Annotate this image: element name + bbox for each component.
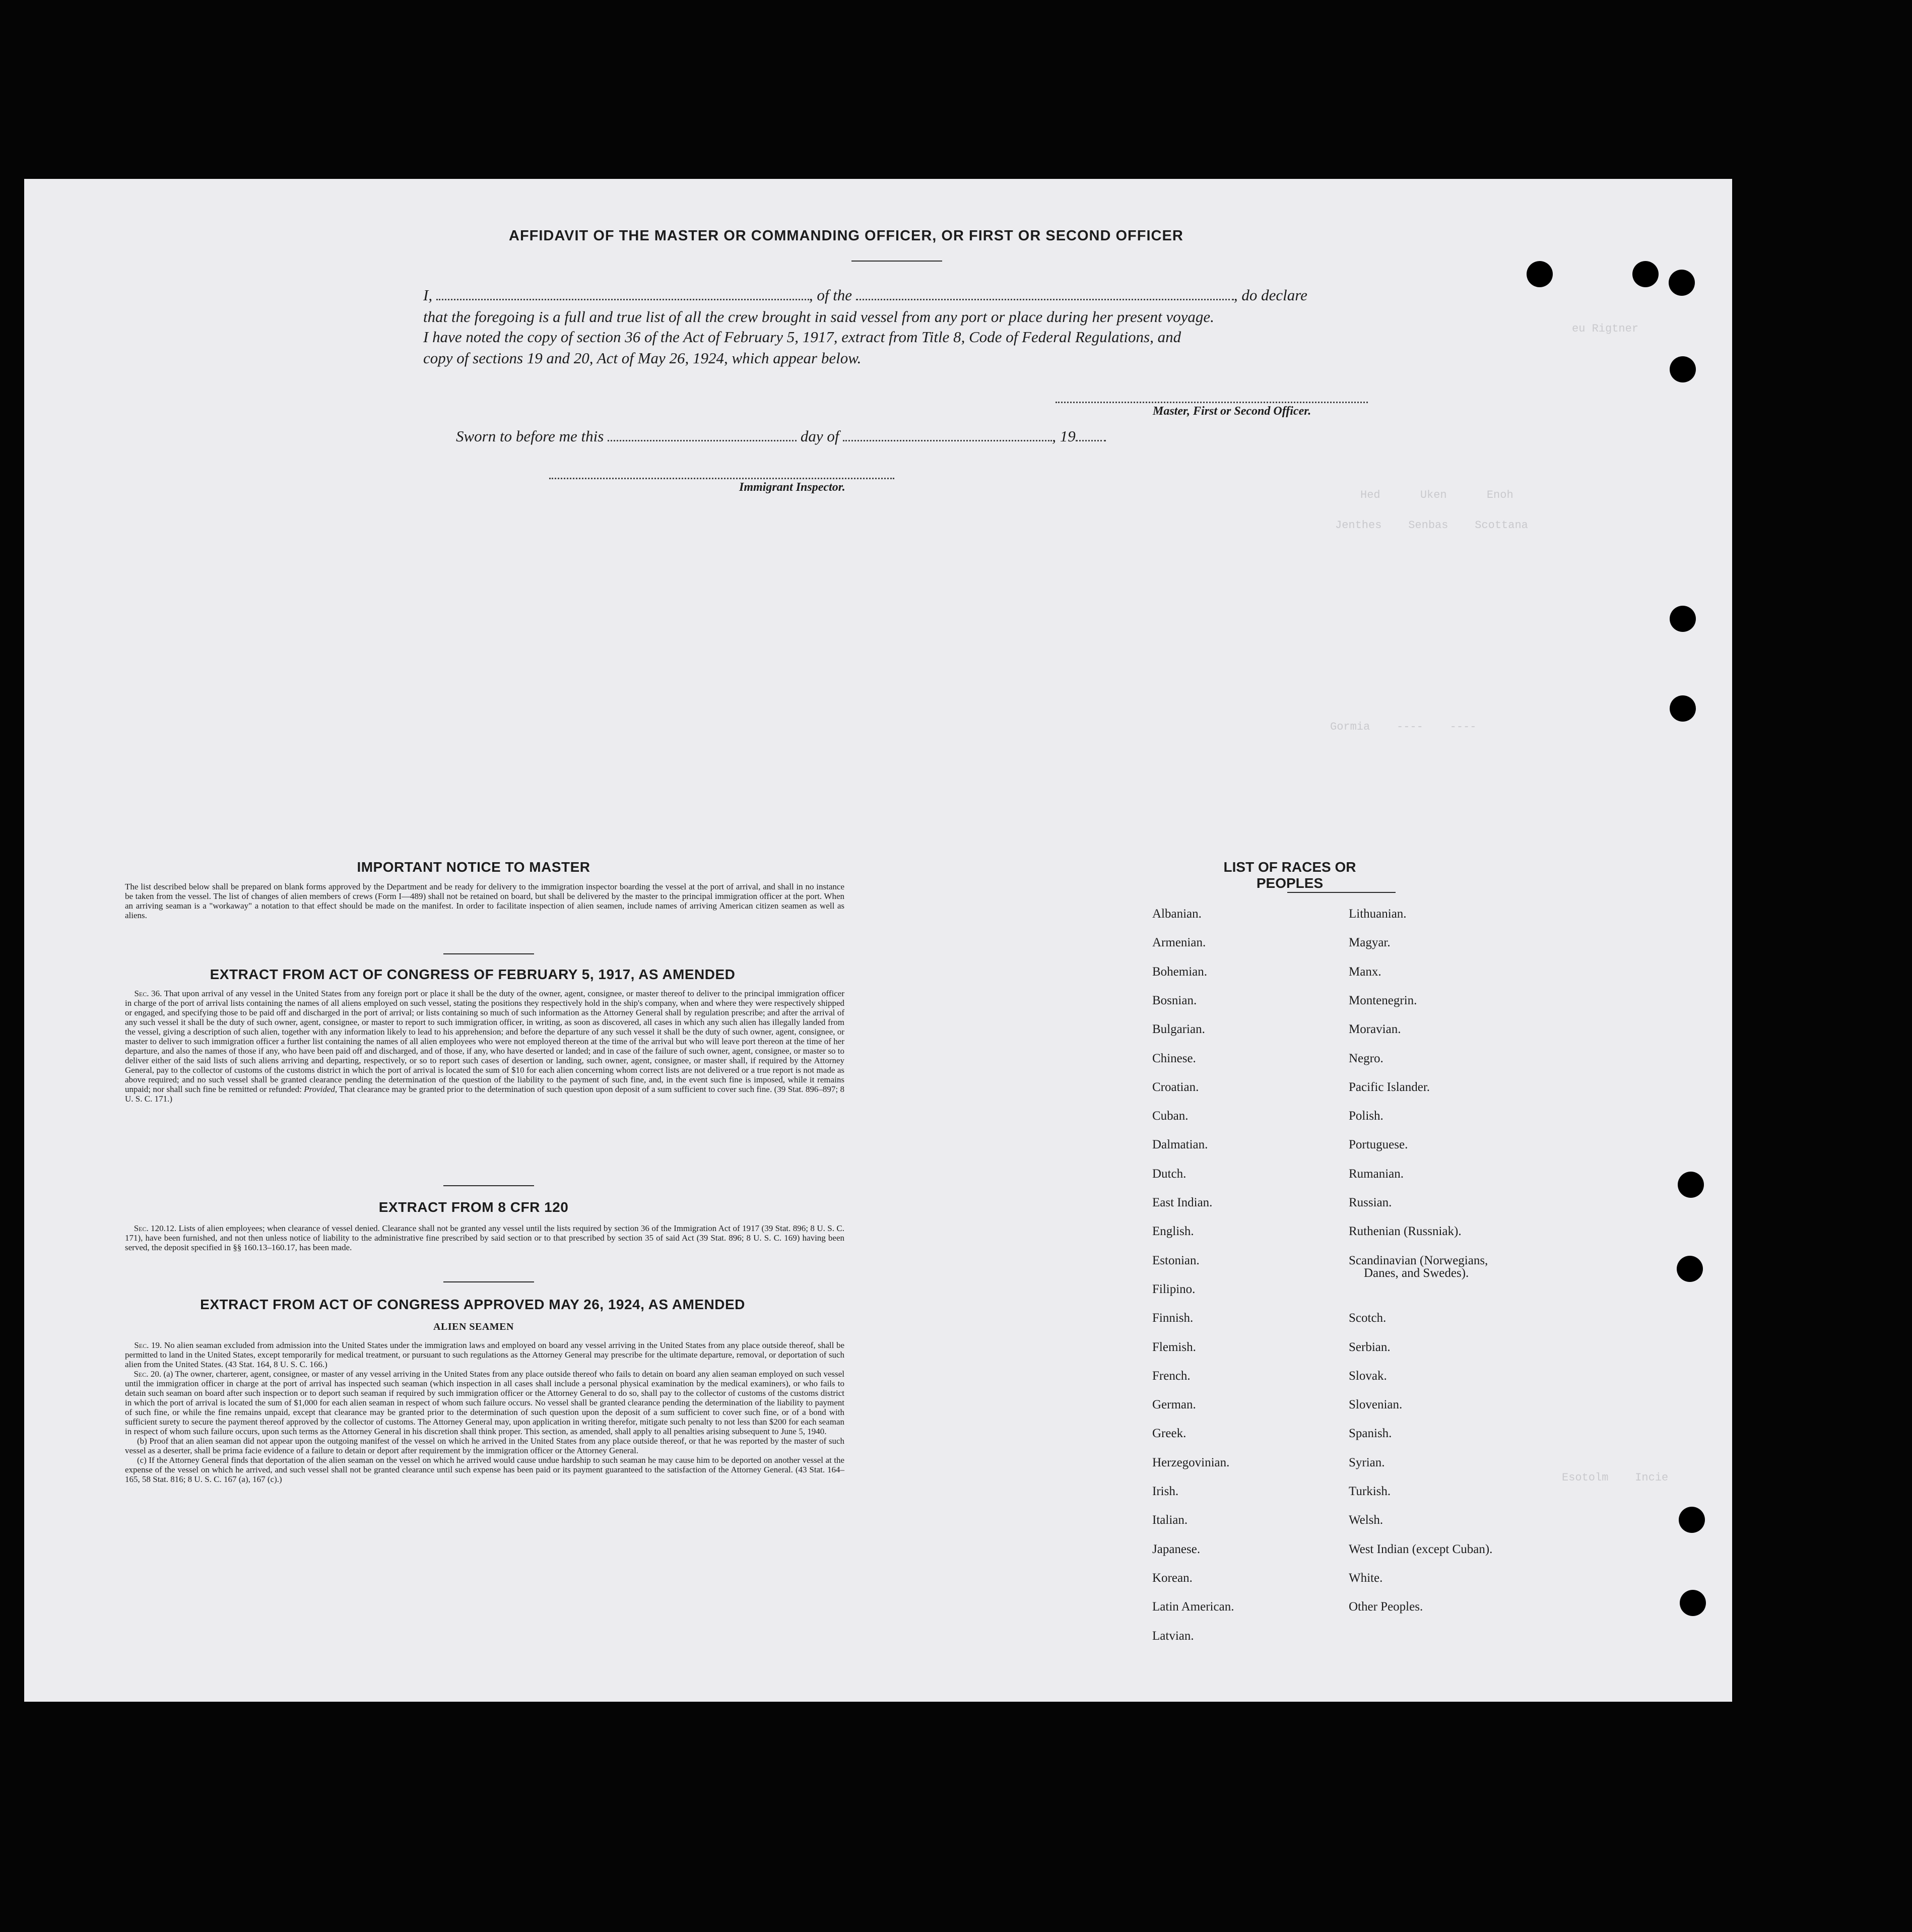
- affidavit-declare: , do declare: [1233, 286, 1307, 304]
- race-item: East Indian.: [1152, 1196, 1213, 1209]
- sec-36-text-end: That clearance may be granted prior to the determination of such question upon deposit of a sum sufficient to cover such fine. (39 Stat. 896–897; 8 U. S. C. 171.): [125, 1084, 844, 1104]
- sec-120-text: Lists of alien employees; when clearance of vessel denied. Clearance shall not be granted any vessel until the lists required by section 36 of the Immigration Act of 1917 (39 Stat. 896; 8 U. S. C. 171), have been furnished, and not then unless notice of liability to the administrative fine prescribed by said section or to that prescribed by section 35 of said Act (39 Stat. 896; 8 U. S. C. 169) having been served, the deposit specified in §§ 160.13–160.17, has been made.: [125, 1223, 845, 1252]
- sworn-year-blank[interactable]: [1076, 429, 1106, 441]
- inspector-signature-blank[interactable]: [549, 467, 894, 479]
- punch-hole: [1670, 356, 1696, 382]
- race-item: Herzegovinian.: [1152, 1456, 1230, 1469]
- vessel-name-blank[interactable]: [856, 288, 1234, 300]
- extract-1924-title: EXTRACT FROM ACT OF CONGRESS APPROVED MAY 26, 1924, AS AMENDED: [200, 1297, 745, 1312]
- punch-hole: [1669, 270, 1695, 296]
- extract-cfr-body: [125, 1223, 844, 1252]
- race-item: Russian.: [1349, 1196, 1392, 1209]
- sworn-day-label: day of: [800, 427, 839, 445]
- race-item: Magyar.: [1349, 936, 1391, 949]
- punch-hole: [1632, 261, 1659, 287]
- race-item: White.: [1349, 1571, 1383, 1585]
- race-item: Turkish.: [1349, 1485, 1391, 1498]
- race-item: Other Peoples.: [1349, 1600, 1423, 1614]
- affidavit-title: AFFIDAVIT OF THE MASTER OR COMMANDING OFFICER, OR FIRST OR SECOND OFFICER: [509, 228, 1183, 244]
- race-item: Pacific Islander.: [1349, 1080, 1430, 1094]
- race-item: Albanian.: [1152, 907, 1202, 921]
- race-item: Cuban.: [1152, 1109, 1189, 1123]
- race-item: Serbian.: [1349, 1340, 1391, 1354]
- race-item: Japanese.: [1152, 1542, 1201, 1556]
- section-divider: [443, 1185, 534, 1186]
- race-item: Ruthenian (Russniak).: [1349, 1225, 1462, 1238]
- race-item: Scotch.: [1349, 1311, 1387, 1325]
- race-item: Filipino.: [1152, 1282, 1196, 1296]
- title-divider: [851, 261, 942, 262]
- race-item: Bulgarian.: [1152, 1022, 1205, 1036]
- master-signature-label: Master, First or Second Officer.: [1153, 405, 1311, 418]
- race-item: Dalmatian.: [1152, 1138, 1208, 1151]
- race-item: Lithuanian.: [1349, 907, 1407, 921]
- race-item: Scandinavian (Norwegians,: [1349, 1254, 1488, 1267]
- extract-cfr-title: EXTRACT FROM 8 CFR 120: [378, 1199, 569, 1215]
- section-divider: [443, 953, 534, 954]
- officer-name-blank[interactable]: [436, 288, 809, 300]
- sworn-day-blank[interactable]: [608, 429, 797, 441]
- race-item: Moravian.: [1349, 1022, 1401, 1036]
- sec-20a-text: (a) The owner, charterer, agent, consignee, or master of any vessel arriving in the United States from any place outside thereof who fails to detain on board any alien seaman employed on such vessel until the immigration officer in charge at the port of arrival has inspected such seaman (which inspection in all cases shall include a personal physical examination by the medical examiners), or who fails to detain such seaman on board after such inspection or to deport such seaman if required by such immigration officer or the Attorney General to do so, shall pay to the collector of customs of the customs district in which the port of arrival is located the sum of $1,000 for each alien seaman in respect of whom such failure occurs. No vessel shall be granted clearance pending the determination of the liability to payment of such fine, or while the fine remains unpaid, except that clearance may be granted prior to the determination of such question upon the deposit of a sum sufficient to cover such fine, or of a bond with sufficient surety to secure the payment thereof approved by the collector of customs. The Attorney General may, upon application in writing therefor, mitigate such penalty to not less than $200 for each seaman in respect of whom such failure occurs, upon such terms as the Attorney General in his discretion shall think proper. This section, as amended, shall apply to all penalties arising subsequent to June 5, 1940.: [125, 1369, 844, 1436]
- races-title: LIST OF RACES OR PEOPLES: [1223, 859, 1356, 891]
- sworn-month-blank[interactable]: [843, 429, 1052, 441]
- extract-1924-body: [125, 1340, 844, 1484]
- race-item: Finnish.: [1152, 1311, 1194, 1325]
- bleed-through: Gormia ---- ----: [1330, 721, 1477, 733]
- race-item: Slovenian.: [1349, 1398, 1403, 1411]
- affidavit-line-2: that the foregoing is a full and true list of all the crew brought in said vessel from any port or place during her present voyage.: [423, 308, 1214, 326]
- race-item: Rumanian.: [1349, 1167, 1404, 1181]
- affidavit-i: I,: [423, 286, 433, 304]
- race-item: French.: [1152, 1369, 1191, 1383]
- race-item: Bosnian.: [1152, 994, 1197, 1007]
- race-item: Montenegrin.: [1349, 994, 1417, 1007]
- sec-20a-paragraph: [125, 1369, 844, 1436]
- race-item: English.: [1152, 1225, 1194, 1238]
- race-item: Irish.: [1152, 1485, 1179, 1498]
- sec-19-label: Sec. 19.: [134, 1340, 162, 1350]
- sec-120-label: Sec. 120.12.: [134, 1223, 177, 1233]
- race-item: Flemish.: [1152, 1340, 1196, 1354]
- punch-hole: [1527, 261, 1553, 287]
- sec-36-text: That upon arrival of any vessel in the United States from any foreign port or place it shall be the duty of the owner, agent, consignee, or master thereof to deliver to the principal immigration officer in charge of the port of arrival lists containing the names of all aliens employed on such vessel, stating the positions they respectively hold in the ship's company, when and where they were respectively shipped or engaged, and specifying those to be paid off and discharged in the port of arrival; or lists containing so much of such information as the Attorney General shall by regulation prescribe; and after the arrival of any such vessel it shall be the duty of such owner, agent, consignee, or master to report to such immigration officer, in writing, as soon as discovered, all cases in which any such alien has illegally landed from the vessel, giving a description of such alien, together with any information likely to lead to his apprehension; and before the departure of any such vessel it shall be the duty of such owner, agent, consignee, or master to deliver to such immigration officer a further list containing the names of all alien employees who were not employed thereon at the time of the arrival but who will leave port thereon at the time of her departure, and also the names of those if any, who have been paid off and discharged, and of those, if any, who have deserted or landed; and in case of the failure of such owner, agent, consignee, or master so to deliver either of the said lists of such aliens arriving and departing, respectively, or so to report such cases of desertion or landing, such owner, agent, consignee, or master shall, if required by the Attorney General, pay to the collector of customs of the customs district in which the port of arrival is located the sum of $10 for each alien concerning whom correct lists are not delivered or a true report is not made as above required; and no such vessel shall be granted clearance pending the determination of the question of the liability to the payment of such fine, and, in the event such fine is imposed, while it remains unpaid; nor shall such fine be remitted or refunded:: [125, 989, 845, 1094]
- affidavit-line-4: copy of sections 19 and 20, Act of May 26, 1924, which appear below.: [423, 349, 862, 367]
- inspector-label: Immigrant Inspector.: [739, 481, 845, 494]
- provided-label: Provided,: [304, 1084, 338, 1094]
- race-item: Manx.: [1349, 965, 1381, 979]
- races-divider: [1287, 892, 1396, 893]
- race-item: Syrian.: [1349, 1456, 1385, 1469]
- race-item: Latin American.: [1152, 1600, 1234, 1614]
- race-item: West Indian (except Cuban).: [1349, 1542, 1493, 1556]
- bleed-through: Jenthes Senbas Scottana: [1335, 519, 1528, 532]
- race-item: Dutch.: [1152, 1167, 1186, 1181]
- race-item: Polish.: [1349, 1109, 1383, 1123]
- race-item: Croatian.: [1152, 1080, 1199, 1094]
- race-item: Latvian.: [1152, 1629, 1194, 1643]
- affidavit-line-1: [423, 285, 1370, 305]
- race-item: Korean.: [1152, 1571, 1193, 1585]
- sec-19-paragraph: [125, 1340, 844, 1369]
- punch-hole: [1678, 1172, 1704, 1198]
- sworn-year-label: , 19: [1052, 427, 1076, 445]
- sec-19-text: No alien seaman excluded from admission into the United States under the immigration laws and employed on board any vessel arriving in the United States from any place outside thereof, shall be permitted to land in the United States, except temporarily for medical treatment, or pursuant to such regulations as the Attorney General may prescribe for the ultimate departure, removal, or deportation of such alien from the United States. (43 Stat. 164, 8 U. S. C. 166.): [125, 1340, 845, 1369]
- race-item: Chinese.: [1152, 1052, 1196, 1065]
- affidavit-line-3: I have noted the copy of section 36 of the Act of February 5, 1917, extract from Title 8, Code of Federal Regulations, and: [423, 328, 1181, 346]
- punch-hole: [1679, 1507, 1705, 1533]
- punch-hole: [1680, 1590, 1706, 1616]
- bleed-through: Esotolm Incie: [1562, 1471, 1669, 1484]
- race-item: German.: [1152, 1398, 1196, 1411]
- race-item: Spanish.: [1349, 1427, 1392, 1440]
- race-item: Welsh.: [1349, 1513, 1383, 1527]
- race-item: Italian.: [1152, 1513, 1188, 1527]
- race-item: Armenian.: [1152, 936, 1206, 949]
- extract-1917-title: EXTRACT FROM ACT OF CONGRESS OF FEBRUARY 5, 1917, AS AMENDED: [210, 967, 736, 982]
- race-item: Portuguese.: [1349, 1138, 1408, 1151]
- sworn-prefix: Sworn to before me this: [456, 427, 604, 445]
- sworn-line: [456, 426, 1403, 446]
- race-item: Negro.: [1349, 1052, 1383, 1065]
- punch-hole: [1670, 695, 1696, 722]
- section-divider: [443, 1281, 534, 1282]
- notice-body: The list described below shall be prepared on blank forms approved by the Department and be ready for delivery to the immigration inspector boarding the vessel at the port of arrival, and shall in no instance be taken from the vessel. The list of changes of alien members of crews (Form I—489) shall not be retained on board, but shall be delivered by the master to the principal immigration officer at the port. When an arriving seaman is a "workaway" a notation to that effect should be made on the manifest. In order to facilitate inspection of alien seamen, include names of arriving American citizen seamen as well as aliens.: [125, 882, 844, 920]
- alien-seamen-subtitle: ALIEN SEAMEN: [433, 1321, 514, 1332]
- race-item: Greek.: [1152, 1427, 1186, 1440]
- notice-title: IMPORTANT NOTICE TO MASTER: [357, 859, 590, 875]
- sec-20b-paragraph: (b) Proof that an alien seaman did not appear upon the outgoing manifest of the vessel on which he arrived in the United States from any place outside thereof, or that he was reported by the master of such vessel as a deserter, shall be prima facie evidence of a failure to detain or deport after requirement by the immigration officer or the Attorney General.: [125, 1436, 844, 1455]
- race-item: Estonian.: [1152, 1254, 1200, 1267]
- punch-hole: [1670, 606, 1696, 632]
- race-item: Slovak.: [1349, 1369, 1387, 1383]
- master-signature-blank[interactable]: [1056, 391, 1368, 403]
- bleed-through: Hed Uken Enoh: [1360, 489, 1513, 501]
- race-item: Bohemian.: [1152, 965, 1208, 979]
- sec-20c-paragraph: (c) If the Attorney General finds that deportation of the alien seaman on the vessel on which he arrived would cause undue hardship to such seaman he may cause him to be deported on another vessel at the expense of the vessel on which he arrived, and such vessel shall not be granted clearance until such expense has been paid or its payment guaranteed to the satisfaction of the Attorney General. (43 Stat. 164–165, 58 Stat. 816; 8 U. S. C. 167 (a), 167 (c).): [125, 1455, 844, 1484]
- punch-hole: [1677, 1256, 1703, 1282]
- extract-1917-body: [125, 989, 844, 1104]
- affidavit-of-the: , of the: [809, 286, 852, 304]
- race-item: Danes, and Swedes).: [1364, 1266, 1469, 1280]
- sec-20-label: Sec. 20.: [134, 1369, 162, 1379]
- sec-36-label: Sec. 36.: [134, 989, 162, 998]
- bleed-through: eu Rigtner: [1572, 323, 1639, 335]
